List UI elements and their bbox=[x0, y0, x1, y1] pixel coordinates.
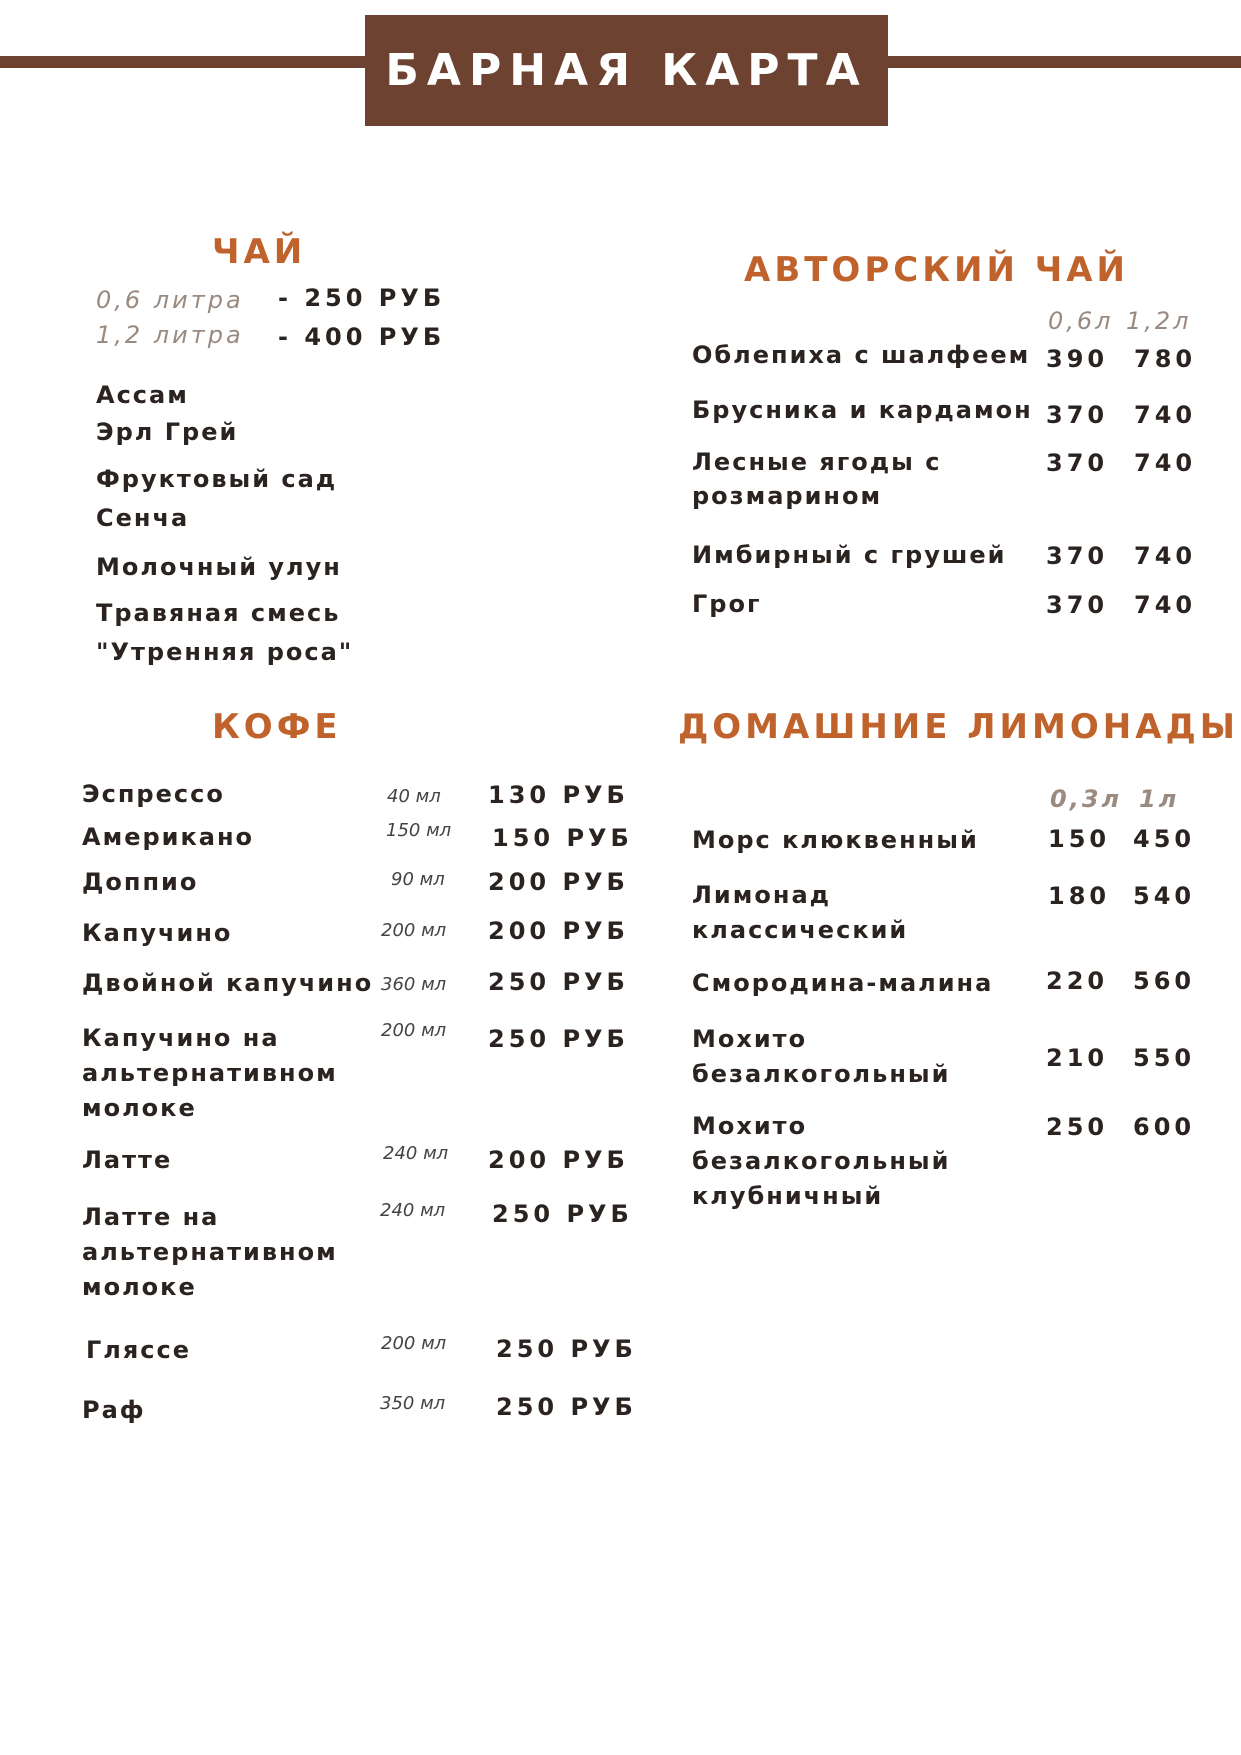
author-tea-price-large: 740 bbox=[1134, 401, 1197, 429]
coffee-item-name: Латте bbox=[82, 1146, 173, 1174]
author-tea-price-large: 780 bbox=[1134, 345, 1197, 373]
author-tea-item-name: Брусника и кардамон bbox=[692, 396, 1033, 424]
lemonade-price-large: 450 bbox=[1133, 825, 1196, 853]
author-tea-price-small: 390 bbox=[1046, 345, 1109, 373]
coffee-item-volume: 200 мл bbox=[381, 1333, 447, 1354]
coffee-item-volume: 240 мл bbox=[380, 1200, 446, 1221]
coffee-item-price: 250 РУБ bbox=[492, 1200, 633, 1228]
coffee-item-volume: 360 мл bbox=[381, 974, 447, 995]
author-tea-price-small: 370 bbox=[1046, 542, 1109, 570]
coffee-item-price: 200 РУБ bbox=[488, 917, 629, 945]
coffee-item-price: 130 РУБ bbox=[488, 781, 629, 809]
tea-item: Травяная смесь bbox=[96, 599, 341, 627]
coffee-item-price: 250 РУБ bbox=[496, 1393, 637, 1421]
lemonades-section-title: ДОМАШНИЕ ЛИМОНАДЫ bbox=[678, 707, 1240, 747]
tea-item: Сенча bbox=[96, 504, 190, 532]
coffee-item-volume: 240 мл bbox=[383, 1143, 449, 1164]
lemonade-item-name: Мохито bbox=[692, 1112, 808, 1140]
coffee-item-price: 150 РУБ bbox=[492, 824, 633, 852]
coffee-item-volume: 90 мл bbox=[391, 869, 445, 890]
coffee-item-name: Раф bbox=[82, 1396, 146, 1424]
coffee-item-name: Эспрессо bbox=[82, 780, 225, 808]
coffee-item-price: 250 РУБ bbox=[488, 1025, 629, 1053]
tea-item: Фруктовый сад bbox=[96, 465, 338, 493]
coffee-item-volume: 200 мл bbox=[381, 1020, 447, 1041]
coffee-item-name: молоке bbox=[82, 1273, 197, 1301]
lemonade-price-large: 560 bbox=[1133, 967, 1196, 995]
lemonade-item-name: клубничный bbox=[692, 1182, 884, 1210]
lemonade-item-name: Смородина-малина bbox=[692, 969, 994, 997]
coffee-section-title: КОФЕ bbox=[212, 707, 342, 747]
coffee-item-name: альтернативном bbox=[82, 1059, 338, 1087]
lemonade-price-small: 210 bbox=[1046, 1044, 1109, 1072]
header-rule-left bbox=[0, 56, 366, 68]
author-tea-col-small: 0,6л bbox=[1048, 307, 1114, 335]
tea-size-price: - 400 РУБ bbox=[278, 323, 446, 351]
coffee-item-name: Гляссе bbox=[86, 1336, 192, 1364]
lemonade-price-small: 250 bbox=[1046, 1113, 1109, 1141]
coffee-item-name: Капучино bbox=[82, 919, 233, 947]
coffee-item-name: Американо bbox=[82, 823, 255, 851]
tea-size-volume: 0,6 литра bbox=[96, 286, 244, 314]
coffee-item-volume: 40 мл bbox=[387, 786, 441, 807]
coffee-item-volume: 150 мл bbox=[386, 820, 452, 841]
coffee-item-volume: 350 мл bbox=[380, 1393, 446, 1414]
lemonade-item-name: Морс клюквенный bbox=[692, 826, 979, 854]
author-tea-item-name: Облепиха с шалфеем bbox=[692, 341, 1031, 369]
author-tea-col-large: 1,2л bbox=[1126, 307, 1192, 335]
lemonade-item-name: безалкогольный bbox=[692, 1147, 951, 1175]
lemonade-item-name: Лимонад bbox=[692, 881, 832, 909]
author-tea-price-large: 740 bbox=[1134, 449, 1197, 477]
author-tea-price-large: 740 bbox=[1134, 591, 1197, 619]
lemonade-price-large: 540 bbox=[1133, 882, 1196, 910]
coffee-item-volume: 200 мл bbox=[381, 920, 447, 941]
lemonade-item-name: безалкогольный bbox=[692, 1060, 951, 1088]
coffee-item-name: молоке bbox=[82, 1094, 197, 1122]
lemonade-price-small: 180 bbox=[1048, 882, 1111, 910]
tea-item: Ассам bbox=[96, 381, 189, 409]
lemonades-col-small: 0,3л bbox=[1050, 785, 1123, 813]
tea-item: Молочный улун bbox=[96, 553, 342, 581]
author-tea-price-small: 370 bbox=[1046, 591, 1109, 619]
coffee-item-price: 250 РУБ bbox=[488, 968, 629, 996]
header-rule-right bbox=[887, 56, 1241, 68]
coffee-item-name: Доппио bbox=[82, 868, 199, 896]
author-tea-price-small: 370 bbox=[1046, 401, 1109, 429]
author-tea-item-name: Имбирный с грушей bbox=[692, 541, 1007, 569]
author-tea-price-large: 740 bbox=[1134, 542, 1197, 570]
tea-section-title: ЧАЙ bbox=[212, 232, 307, 272]
author-tea-item-name: розмарином bbox=[692, 482, 883, 510]
lemonade-price-large: 550 bbox=[1133, 1044, 1196, 1072]
coffee-item-price: 200 РУБ bbox=[488, 868, 629, 896]
author-tea-price-small: 370 bbox=[1046, 449, 1109, 477]
coffee-item-name: Двойной капучино bbox=[82, 969, 374, 997]
coffee-item-price: 250 РУБ bbox=[496, 1335, 637, 1363]
tea-item: Эрл Грей bbox=[96, 418, 239, 446]
lemonade-price-small: 220 bbox=[1046, 967, 1109, 995]
lemonades-col-large: 1л bbox=[1139, 785, 1180, 813]
lemonade-item-name: Мохито bbox=[692, 1025, 808, 1053]
coffee-item-name: альтернативном bbox=[82, 1238, 338, 1266]
tea-item: "Утренняя роса" bbox=[96, 638, 354, 666]
tea-size-price: - 250 РУБ bbox=[278, 284, 446, 312]
lemonade-price-large: 600 bbox=[1133, 1113, 1196, 1141]
lemonade-item-name: классический bbox=[692, 916, 909, 944]
coffee-item-name: Латте на bbox=[82, 1203, 220, 1231]
tea-size-volume: 1,2 литра bbox=[96, 321, 244, 349]
menu-title: БАРНАЯ КАРТА bbox=[365, 15, 888, 126]
coffee-item-name: Капучино на bbox=[82, 1024, 280, 1052]
coffee-item-price: 200 РУБ bbox=[488, 1146, 629, 1174]
author-tea-item-name: Лесные ягоды с bbox=[692, 448, 942, 476]
lemonade-price-small: 150 bbox=[1048, 825, 1111, 853]
author-tea-section-title: АВТОРСКИЙ ЧАЙ bbox=[744, 250, 1129, 290]
author-tea-item-name: Грог bbox=[692, 590, 762, 618]
